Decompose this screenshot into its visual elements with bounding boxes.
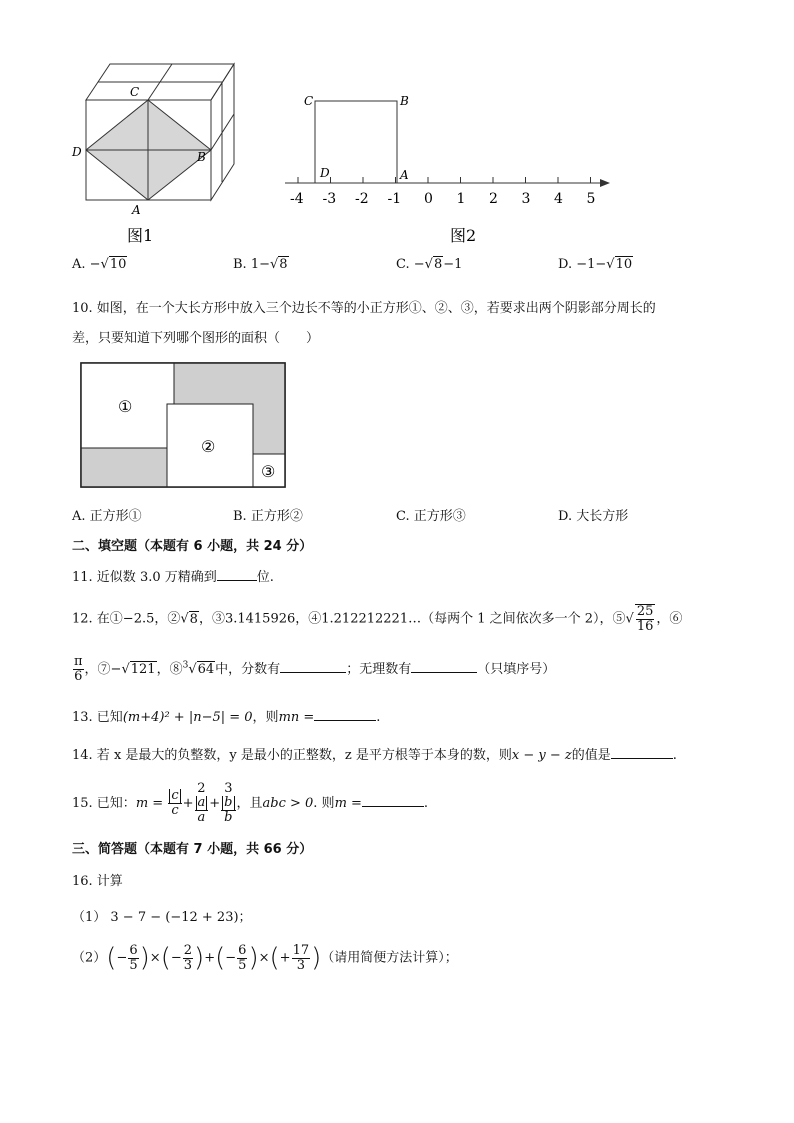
frac [237, 944, 247, 973]
q14-text: 14. 若 x 是最大的负整数，y 是最小的正整数，z 是平方根等于本身的数，则 [72, 748, 512, 763]
figure-2 [280, 85, 620, 250]
fig2-label-c: C [304, 94, 314, 108]
fig2-label-d: D [320, 166, 330, 180]
abs-c: c [171, 788, 179, 803]
tick-label: 2 [489, 191, 498, 207]
fig1-label-a: A [132, 203, 141, 217]
q10-option-c[interactable]: C. 正方形③ [396, 509, 466, 524]
q10-line2: 差，只要知道下列哪个图形的面积（ ） [72, 331, 320, 346]
q12-text7: ；无理数有 [346, 662, 412, 677]
q15-end: . [423, 796, 429, 811]
coef: 3 [224, 781, 233, 796]
fig1-caption: 图1 [127, 226, 154, 245]
q16-part1: （1） 3 − 7 − (−12 + 23)； [72, 910, 252, 925]
frac-den: a [197, 810, 206, 825]
q13 [72, 706, 380, 725]
q16-part2-label: （2） [72, 950, 107, 966]
sqrt-value: 10 [615, 257, 633, 272]
q12-frac-25-16 [635, 604, 656, 634]
q12-sqrt8: 8 [189, 611, 198, 627]
frac-num: 6 [129, 942, 138, 958]
frac-den: 5 [129, 957, 138, 973]
q15-then: . 则 [313, 796, 335, 811]
frac-num: π [74, 654, 83, 669]
frac-num: 2 [183, 942, 193, 958]
q13-mn: mn = [278, 710, 315, 725]
frac-den: 5 [238, 957, 247, 973]
frac-den: c [171, 803, 179, 818]
section-3-heading: 三、简答题（本题有 7 小题，共 66 分） [72, 842, 313, 857]
tick-label: 0 [424, 191, 433, 207]
sqrt-value: 10 [109, 257, 127, 272]
q15-abc: abc > 0 [262, 796, 314, 811]
q14-post: 的值是 [571, 748, 611, 763]
q12-blank-fractions[interactable] [280, 660, 346, 673]
q16-title: 16. 计算 [72, 874, 123, 889]
q14-end: . [672, 748, 677, 763]
tick-label: -4 [290, 191, 304, 207]
q13-text2: ，则 [252, 710, 279, 725]
q11 [72, 566, 274, 585]
q13-expr: (m+4)² + |n−5| = 0 [122, 710, 253, 725]
q13-end: . [376, 710, 381, 725]
q15-m: m = [135, 796, 164, 811]
coef: 2 [197, 781, 206, 796]
q12-blank-irrationals[interactable] [411, 660, 477, 673]
option-letter: D. [558, 257, 573, 272]
q10-figure [80, 362, 290, 490]
fig2-label-a: A [400, 168, 409, 182]
q10-line1: 10. 如图，在一个大长方形中放入三个边长不等的小正方形①、②、③，若要求出两个阴影部分周长的 [72, 301, 656, 316]
frac-den: b [224, 810, 233, 825]
figure-1 [70, 60, 250, 245]
fig1-label-b: B [197, 150, 206, 164]
q15-frac-c [168, 789, 181, 818]
q14-blank[interactable] [611, 746, 673, 759]
option-letter: B. [233, 257, 247, 272]
q15-frac-b [221, 782, 235, 825]
q14-expr: x − y − z [511, 748, 572, 763]
fig1-label-c: C [130, 85, 140, 99]
q12-text3: ，⑥ [656, 611, 683, 627]
frac-den: 3 [296, 957, 305, 973]
sqrt-value: 8 [433, 257, 443, 272]
tick-label: -2 [355, 191, 369, 207]
frac-den: 6 [74, 669, 83, 684]
q12-line1: 12. 在①−2.5，②√8，③3.1415926，④1.212212221…（每两个 1 之间依次多一个 2），⑤√ $\frac{25}{16}$ ，⑥ [72, 604, 683, 634]
q12-line2: $\frac{\pi}{6}$ ，⑦−√121，⑧$^3$√64中，分数有 ；无理数有 （只填序号） [74, 654, 556, 684]
q9-option-b[interactable]: B. 1−√8 [233, 257, 288, 272]
q13-text: 13. 已知 [72, 710, 123, 725]
square-2-label: ② [201, 437, 216, 456]
q9-option-c[interactable]: C. −√8−1 [396, 257, 463, 272]
tick-label: -3 [322, 191, 337, 207]
q11-post: 位. [256, 570, 274, 585]
frac [128, 944, 138, 973]
q11-text: 11. 近似数 3.0 万精确到 [72, 570, 217, 585]
q15-text: 15. 已知： [72, 796, 136, 811]
q12-text5: ，⑧ [156, 662, 183, 677]
q11-blank[interactable] [217, 568, 257, 581]
tick-label: -1 [387, 191, 402, 207]
abs-b: b [224, 795, 233, 810]
q15-frac-a [195, 782, 209, 825]
q10-option-a[interactable]: A. 正方形① [72, 509, 142, 524]
frac [292, 944, 311, 973]
section-2-heading: 二、填空题（本题有 6 小题，共 24 分） [72, 539, 313, 554]
q12-text6: 中，分数有 [215, 662, 281, 677]
q9-option-a[interactable]: A. −√10 [72, 257, 127, 272]
frac-num: 6 [238, 942, 247, 958]
q12-text: 12. 在①−2.5，② [72, 611, 181, 627]
square-3-label: ③ [261, 462, 276, 481]
fig2-label-b: B [400, 94, 409, 108]
q10-option-d[interactable]: D. 大长方形 [558, 509, 629, 524]
abs-a: a [197, 795, 206, 810]
q16-part2-tail: （请用简便方法计算）； [321, 950, 458, 966]
frac-den: 16 [636, 619, 654, 634]
q12-text2: ，③3.1415926，④1.212212221…（每两个 1 之间依次多一个 2），⑤ [198, 611, 626, 627]
q12-text8: （只填序号） [477, 662, 556, 677]
sqrt-value: 8 [279, 257, 288, 272]
q15-m2: m = [334, 796, 362, 811]
q13-blank[interactable] [314, 708, 376, 721]
q15-blank[interactable] [362, 794, 424, 807]
frac-den: 3 [183, 957, 193, 973]
frac-num: 25 [636, 604, 654, 619]
q15: 15. 已知：m = $\frac{c}{c}$ + 2 a a + 3 b b ，且abc > 0. 则m = . [72, 781, 429, 825]
tick-label: 3 [521, 191, 531, 207]
q12-sqrt121: 121 [130, 662, 156, 677]
q9-option-d[interactable]: D. −1−√10 [558, 257, 633, 272]
fig2-caption: 图2 [450, 226, 477, 245]
q15-cond: ，且 [236, 796, 263, 811]
q12-cbrt64: 64 [197, 662, 215, 677]
q12-text4: ，⑦− [84, 662, 122, 677]
option-letter: C. [396, 257, 410, 272]
q10-option-b[interactable]: B. 正方形② [233, 509, 303, 524]
q14 [72, 744, 677, 763]
frac [183, 944, 193, 973]
tick-label: 5 [586, 191, 596, 207]
q12-pi-over-6 [73, 655, 84, 684]
option-letter: A. [72, 257, 86, 272]
tick-label: 1 [456, 191, 466, 207]
square-1-label: ① [118, 397, 133, 416]
frac-num: 17 [292, 942, 310, 958]
tick-label: 4 [554, 191, 563, 207]
fig1-label-d: D [72, 145, 82, 159]
q16-part2: （2）(− $\frac{6}{5}$ )×(− $\frac{2}{3}$ )+(− $\frac{6}{5}$ )×(+ $\frac{17}{3}$ )（请用简便方法计算）； [72, 942, 458, 973]
